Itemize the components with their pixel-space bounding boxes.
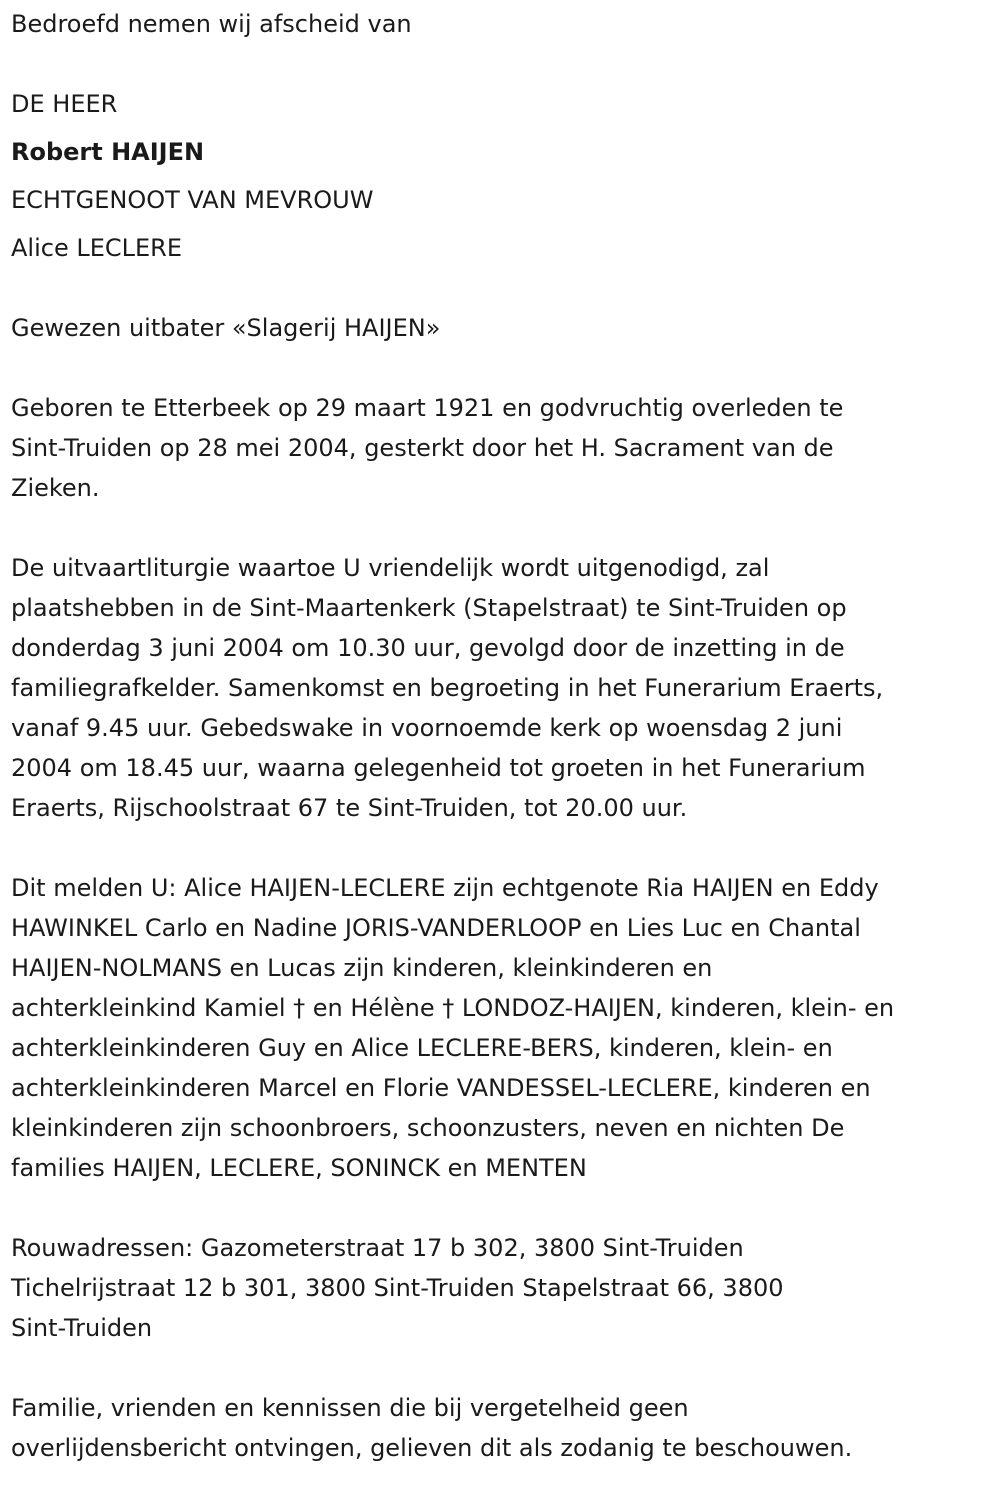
spacer [11, 1348, 1000, 1388]
spacer [11, 508, 1000, 548]
intro-text: Bedroefd nemen wij afscheid van [11, 10, 412, 38]
birth-death-paragraph [11, 388, 1000, 508]
paragraph-line: Tichelrijstraat 12 b 301, 3800 Sint-Truiden Stapelstraat 66, 3800 [11, 1274, 784, 1302]
spacer [11, 172, 1000, 180]
spacer [11, 268, 1000, 308]
spacer [11, 124, 1000, 132]
spouse-name: Alice LECLERE [11, 234, 183, 262]
paragraph-line: achterkleinkind Kamiel † en Hélène † LONDOZ-HAIJEN, kinderen, klein- en [11, 994, 895, 1022]
paragraph-line: Zieken. [11, 474, 100, 502]
deceased-name: Robert HAIJEN [11, 138, 205, 166]
obituary-document [0, 4, 1000, 1490]
spacer [11, 1188, 1000, 1228]
paragraph-line: Dit melden U: Alice HAIJEN-LECLERE zijn echtgenote Ria HAIJEN en Eddy [11, 874, 879, 902]
spacer [11, 220, 1000, 228]
paragraph-line: Eraerts, Rijschoolstraat 67 te Sint-Truiden, tot 20.00 uur. [11, 794, 688, 822]
paragraph-line: De uitvaartliturgie waartoe U vriendelijk wordt uitgenodigd, zal [11, 554, 770, 582]
paragraph-line: Sint-Truiden op 28 mei 2004, gesterkt door het H. Sacrament van de [11, 434, 834, 462]
paragraph-line: Sint-Truiden [11, 1314, 153, 1342]
funeral-paragraph [11, 548, 1000, 828]
paragraph-line: HAIJEN-NOLMANS en Lucas zijn kinderen, kleinkinderen en [11, 954, 713, 982]
paragraph-line: kleinkinderen zijn schoonbroers, schoonzusters, neven en nichten De [11, 1114, 845, 1142]
spacer [11, 348, 1000, 388]
paragraph-line: achterkleinkinderen Guy en Alice LECLERE-BERS, kinderen, klein- en [11, 1034, 833, 1062]
paragraph-line: families HAIJEN, LECLERE, SONINCK en MENTEN [11, 1154, 587, 1182]
paragraph-line: familiegrafkelder. Samenkomst en begroeting in het Funerarium Eraerts, [11, 674, 884, 702]
addresses-paragraph [11, 1228, 1000, 1348]
paragraph-line: plaatshebben in de Sint-Maartenkerk (Stapelstraat) te Sint-Truiden op [11, 594, 847, 622]
occupation-text: Gewezen uitbater «Slagerij HAIJEN» [11, 314, 441, 342]
paragraph-line: HAWINKEL Carlo en Nadine JORIS-VANDERLOOP en Lies Luc en Chantal [11, 914, 861, 942]
family-paragraph [11, 868, 1000, 1188]
closing-paragraph [11, 1388, 1000, 1468]
paragraph-line: overlijdensbericht ontvingen, gelieven dit als zodanig te beschouwen. [11, 1434, 853, 1462]
paragraph-line: 2004 om 18.45 uur, waarna gelegenheid tot groeten in het Funerarium [11, 754, 866, 782]
paragraph-line: Geboren te Etterbeek op 29 maart 1921 en godvruchtig overleden te [11, 394, 844, 422]
deceased-title: DE HEER [11, 90, 118, 118]
paragraph-line: vanaf 9.45 uur. Gebedswake in voornoemde kerk op woensdag 2 juni [11, 714, 843, 742]
spacer [11, 44, 1000, 84]
paragraph-line: Rouwadressen: Gazometerstraat 17 b 302, 3800 Sint-Truiden [11, 1234, 744, 1262]
paragraph-line: Familie, vrienden en kennissen die bij vergetelheid geen [11, 1394, 689, 1422]
paragraph-line: donderdag 3 juni 2004 om 10.30 uur, gevolgd door de inzetting in de [11, 634, 845, 662]
paragraph-line: achterkleinkinderen Marcel en Florie VANDESSEL-LECLERE, kinderen en [11, 1074, 871, 1102]
spacer [11, 828, 1000, 868]
spouse-label: ECHTGENOOT VAN MEVROUW [11, 186, 374, 214]
